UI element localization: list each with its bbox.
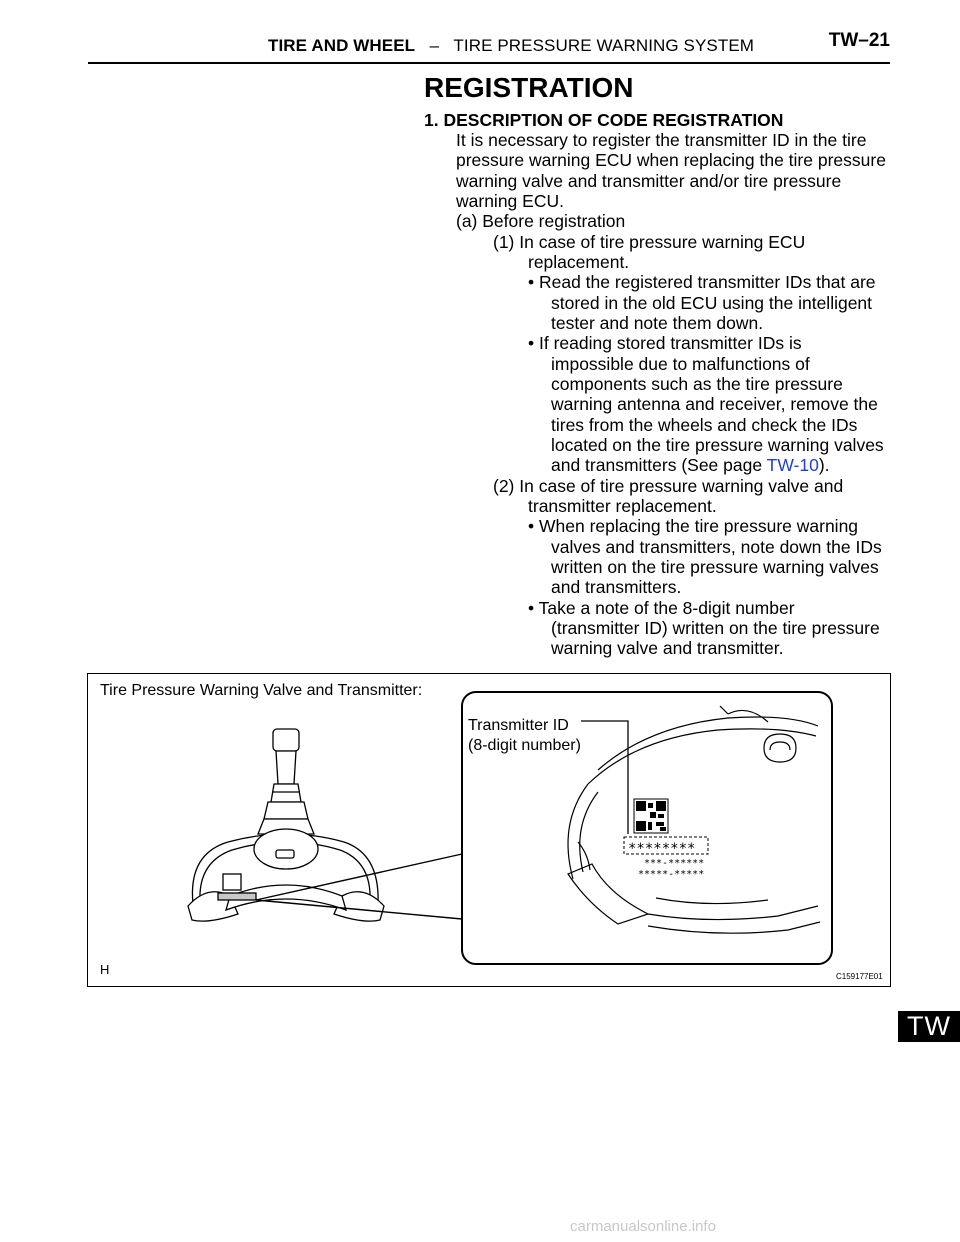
bullet-line: impossible due to malfunctions of [551,354,810,374]
intro-line: warning valve and transmitter and/or tire pressure [456,171,842,191]
qr-code-icon [634,799,668,833]
intro-line: It is necessary to register the transmitter ID in the tire [456,130,867,150]
page-header [88,28,890,64]
bullet-line: • If reading stored transmitter IDs is [528,333,802,353]
item-heading: (2) In case of tire pressure warning valve and [493,476,844,496]
figure-corner-letter: H [100,962,110,977]
page-link-tw-10[interactable]: TW-10 [766,455,819,475]
bullet-line: tires from the wheels and check the IDs [551,415,858,435]
callout-label-line2: (8-digit number) [468,737,581,754]
bullet-line: and transmitters. [551,577,682,597]
watermark: carmanualsonline.info [570,1218,716,1235]
intro-line: pressure warning ECU when replacing the tire pressure [456,150,886,170]
bullet-line: warning antenna and receiver, remove the [551,394,878,414]
bullet-line: (transmitter ID) written on the tire pressure [551,618,880,638]
bullet-line: warning valve and transmitter. [551,638,784,658]
bullet-line: valves and transmitters, note down the IDs [551,537,882,557]
section-title: REGISTRATION [424,72,634,103]
bullet-line: tester and note them down. [551,313,764,333]
step-heading: 1. DESCRIPTION OF CODE REGISTRATION [424,110,784,130]
bullet-line: stored in the old ECU using the intelligent [551,293,873,313]
bullet-line: • When replacing the tire pressure warning [528,516,859,536]
bullet-line: and transmitters (See page TW-10). [551,455,830,475]
code-line-2: *****-***** [638,869,705,880]
figure-caption: Tire Pressure Warning Valve and Transmitter: [100,682,423,699]
header-separator: – [429,36,440,55]
bullet-line: • Take a note of the 8-digit number [528,598,795,618]
code-line-1: ***-****** [644,858,705,869]
intro-line: warning ECU. [456,191,564,211]
item-heading: (1) In case of tire pressure warning ECU [493,232,806,252]
transmitter-icon [188,829,384,921]
substep-heading: (a) Before registration [456,211,626,231]
callout-label-line1: Transmitter ID [468,717,569,734]
bullet-line: components such as the tire pressure [551,374,843,394]
bullet-line: located on the tire pressure warning valves [551,435,884,455]
figure-panel [87,673,891,987]
transmitter-id-mask: ******** [628,841,696,857]
valve-stem-icon [258,729,314,834]
section-tab: TW [898,1011,960,1042]
page-number: TW–21 [828,30,890,51]
header-subsection: TIRE PRESSURE WARNING SYSTEM [453,36,755,55]
item-heading: replacement. [528,252,630,272]
bullet-line: • Read the registered transmitter IDs that are [528,272,876,292]
bullet-line: written on the tire pressure warning valves [551,557,879,577]
valve-transmitter-illustration [88,674,890,986]
header-title [268,36,754,56]
item-heading: transmitter replacement. [528,496,717,516]
figure-id: C159177E01 [836,972,883,981]
header-section: TIRE AND WHEEL [268,36,416,55]
